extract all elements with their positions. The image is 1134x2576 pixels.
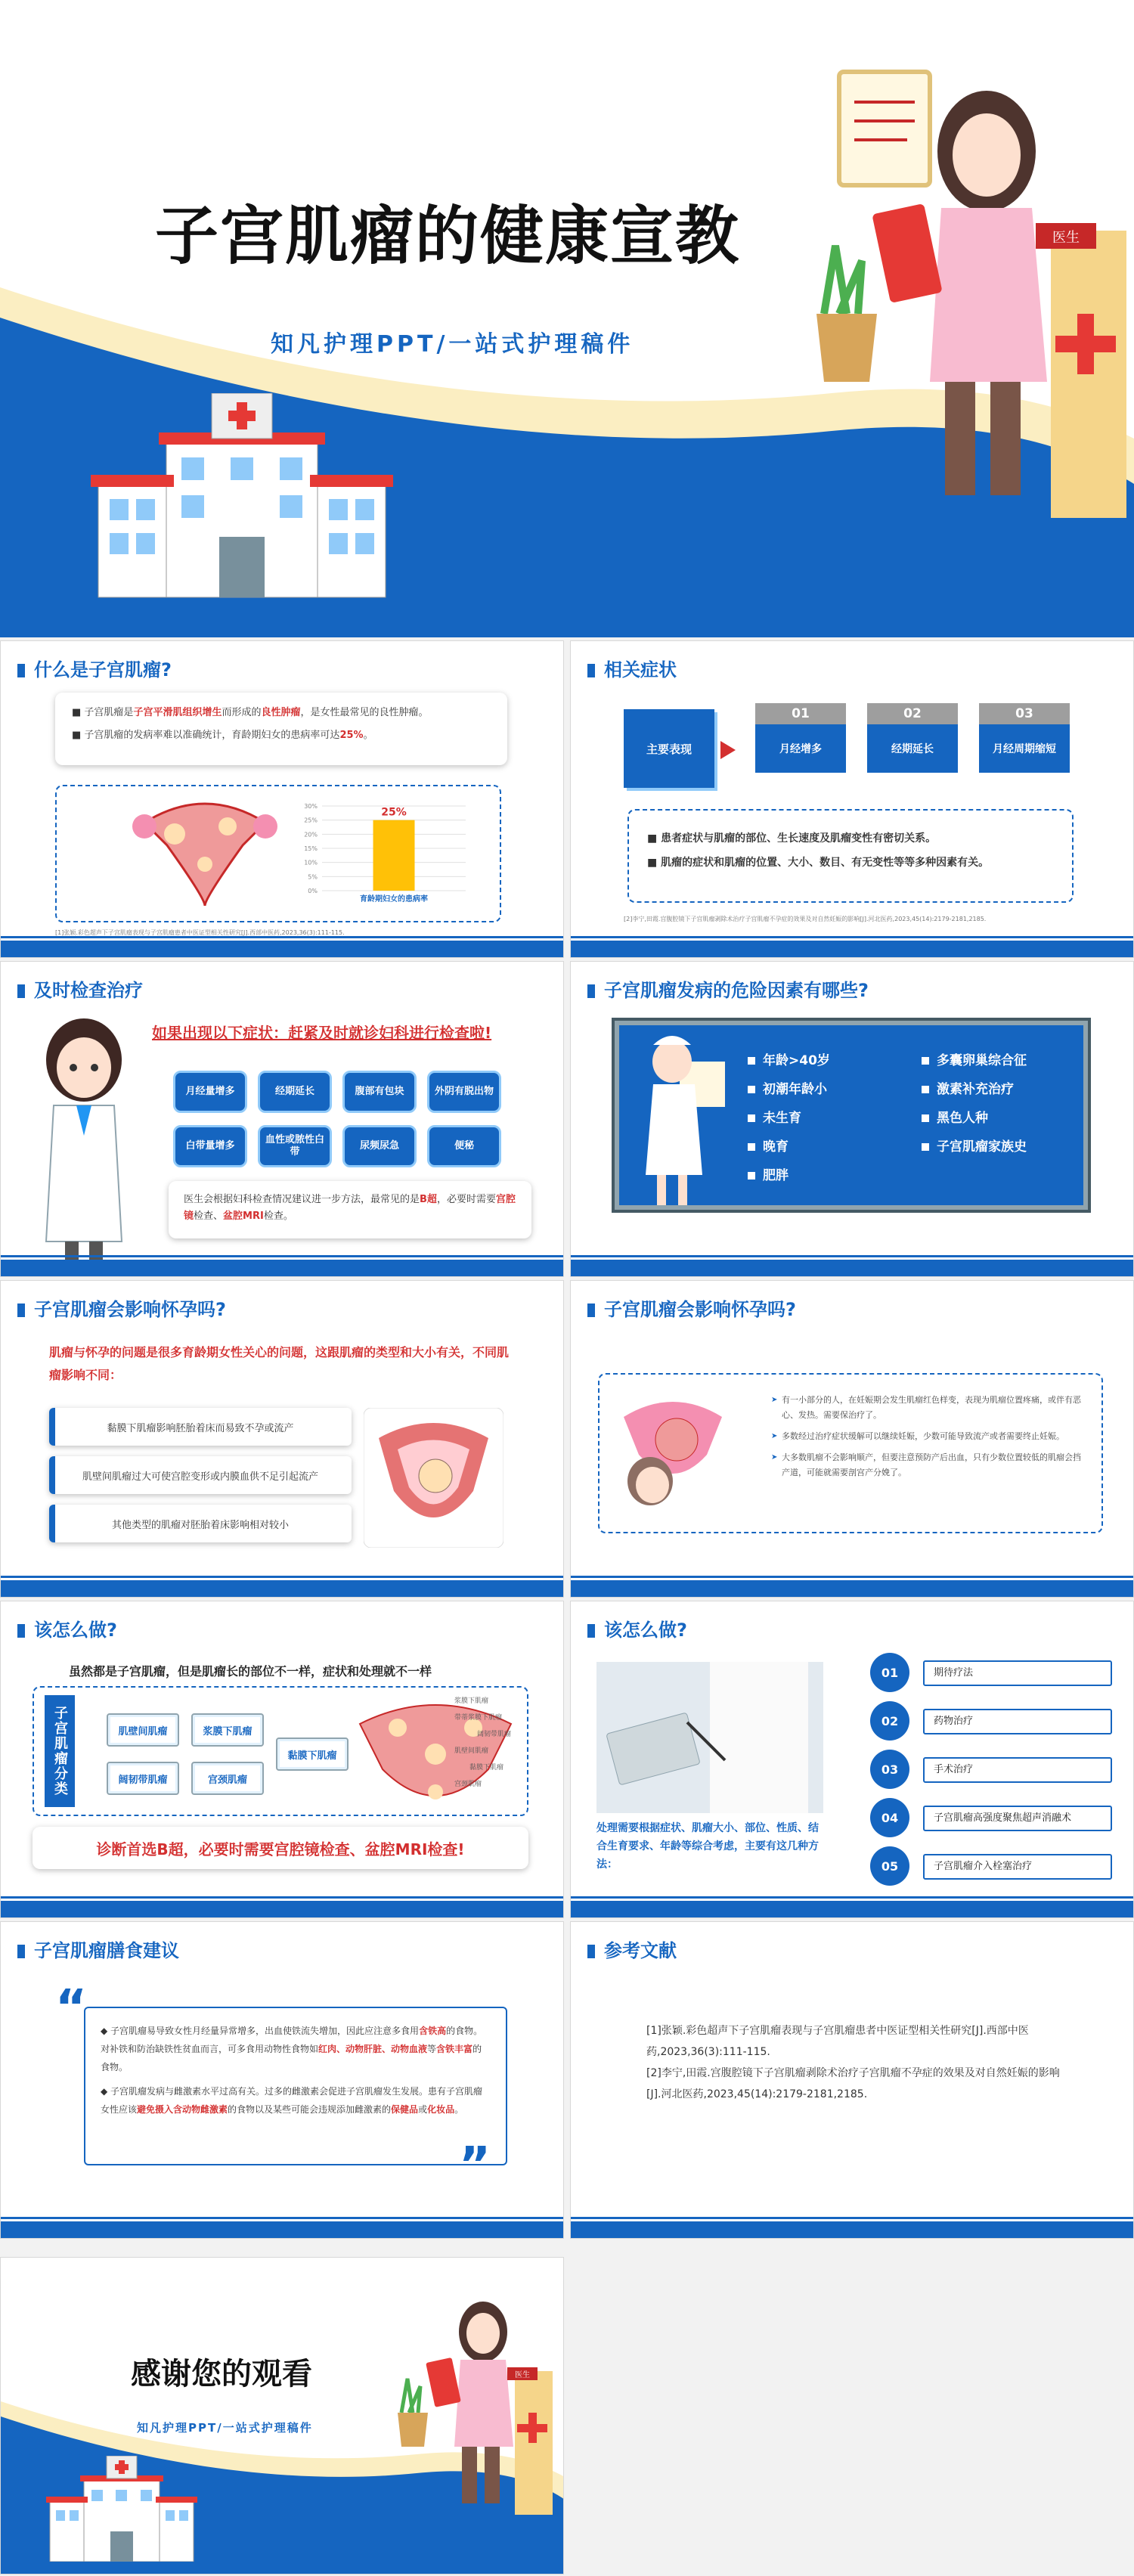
treatment-caption: 处理需要根据症状、肌瘤大小、部位、性质、结合生育要求、年龄等综合考虑，主要有这几种方法： (596, 1822, 819, 1871)
slide-footer-bar (571, 941, 1133, 957)
effect-row (49, 1505, 352, 1542)
estrogen-advice: ◆ 子宫肌瘤发病与雌激素水平过高有关。过多的雌激素会促进子宫肌瘤发生发展。患有子宫肌瘤女性应该避免摄入含动物雌激素的食物以及某些可能会违规添加雌激素的保健品或化妆品。 (101, 2086, 483, 2115)
symptom-badge: 月经量增多 (173, 1071, 247, 1113)
treatment-item: 期待疗法 (923, 1660, 1112, 1686)
data-label: 25% (381, 806, 407, 819)
y-tick-label: 30% (304, 803, 318, 810)
bullet-icon (922, 1086, 929, 1093)
symptom-badge: 尿频尿急 (342, 1125, 417, 1167)
y-tick-label: 10% (304, 859, 318, 866)
bullet-icon: ➤ (771, 1432, 778, 1440)
reference-item: [1]张颖.彩色超声下子宫肌瘤表现与子宫肌瘤患者中医证型相关性研究[J].西部中医药,2023,36(3):111-115. (646, 2025, 1029, 2058)
effect-row (49, 1408, 352, 1446)
slide-footer-bar (1, 1580, 563, 1597)
symptom-badge: 外阴有脱出物 (427, 1071, 501, 1113)
woman-uterus-illustration (616, 1387, 730, 1523)
slide-pregnancy-2 (570, 1280, 1134, 1598)
cover-title: 子宫肌瘤的健康宣教 (155, 199, 741, 273)
source-note: [1]张颖.彩色超声下子宫肌瘤表现与子宫肌瘤患者中医证型相关性研究[J].西部中医药,2023,36(3):111-115. (55, 929, 345, 936)
slide-footer-bar (1, 1260, 563, 1276)
risk-item: 激素补充治疗 (922, 1075, 1027, 1104)
slide-title: 什么是子宫肌瘤? (17, 655, 172, 681)
exam-note: 医生会根据妇科检查情况建议进一步方法，最常见的是B超，必要时需要宫腔镜检查、盆腔MRI检查。 (169, 1181, 531, 1238)
hospital-building-icon (83, 393, 401, 605)
slide-title: 子宫肌瘤发病的危险因素有哪些? (587, 975, 869, 1002)
y-tick-label: 15% (304, 845, 318, 852)
cover-subtitle: 知凡护理PPT/一站式护理稿件 (271, 331, 634, 358)
slide-check (0, 961, 564, 1277)
risk-item: 黑色人种 (922, 1104, 1027, 1133)
treatment-item: 药物治疗 (923, 1709, 1112, 1734)
treatment-item: 手术治疗 (923, 1757, 1112, 1783)
uterus-embryo-illustration (364, 1408, 503, 1548)
fibroid-type-box: 阔韧带肌瘤 (107, 1762, 179, 1795)
risk-item: 多囊卵巢综合征 (922, 1046, 1027, 1075)
bullet-icon (748, 1114, 755, 1122)
nurse-illustration (642, 1031, 725, 1210)
slide-title: 该怎么做? (17, 1615, 117, 1641)
slide-footer-bar (571, 1260, 1133, 1276)
slide-footer-bar (571, 2221, 1133, 2238)
thanks-title: 感谢您的观看 (131, 2357, 312, 2392)
hospital-sign: 医生 (515, 2371, 530, 2379)
classification-label: 子宫肌瘤分类 (45, 1695, 75, 1807)
symptom-badge: 便秘 (427, 1125, 501, 1167)
slide-title: 及时检查治疗 (17, 975, 143, 1002)
symptom-badge: 经期延长 (258, 1071, 332, 1113)
fibroid-location-diagram (345, 1694, 526, 1807)
diagram-label: 带蒂浆膜下肌瘤 (454, 1714, 503, 1722)
effect-marker (49, 1456, 55, 1494)
definition-card (55, 693, 507, 765)
slide-what-to-do-2 (570, 1601, 1134, 1918)
effect-text: 黏膜下肌瘤影响胚胎着床而易致不孕或流产 (107, 1422, 294, 1434)
symptom-card: 月经周期缩短 (979, 724, 1070, 773)
y-tick-label: 5% (308, 873, 318, 881)
diagnosis-banner (33, 1827, 528, 1869)
diagram-label: 阔韧带肌瘤 (477, 1731, 512, 1738)
bullet-icon (748, 1172, 755, 1180)
slide-risk (570, 961, 1134, 1277)
intro-text: 肌瘤与怀孕的问题是很多育龄期女性关心的问题，这跟肌瘤的类型和大小有关，不同肌瘤影响不同： (49, 1345, 510, 1382)
slide-title: 子宫肌瘤膳食建议 (17, 1936, 179, 1962)
hospital-sign: 医生 (1052, 230, 1080, 246)
diagram-label: 黏膜下肌瘤 (469, 1764, 504, 1772)
treatment-number: 05 (870, 1846, 909, 1886)
slide-references (570, 1921, 1134, 2239)
symptom-number-tab: 01 (755, 703, 846, 724)
alert-headline: 如果出现以下症状：赶紧及时就诊妇科进行检查啦! (152, 1024, 492, 1042)
symptom-notes (627, 809, 1074, 903)
thanks-slide (0, 2257, 564, 2574)
uterus-fibroid-illustration (129, 792, 280, 913)
risk-item: 初潮年龄小 (748, 1075, 830, 1104)
pregnancy-note: 有一小部分的人，在妊娠期会发生肌瘤红色样变，表现为肌瘤位置疼痛，或伴有恶心、发热。需要保治疗了。 ➤ (771, 1393, 1081, 1423)
definition-bullet: ■ 子宫肌瘤是子宫平滑肌组织增生而形成的良性肿瘤，是女性最常见的良性肿瘤。 (72, 707, 429, 718)
bullet-icon (922, 1114, 929, 1122)
risk-item: 晚育 (748, 1133, 830, 1161)
diagram-label: 宫颈肌瘤 (454, 1781, 482, 1788)
risk-list-left (748, 1046, 830, 1190)
slide-what-is (0, 640, 564, 958)
effect-text: 其他类型的肌瘤对胚胎着床影响相对较小 (111, 1519, 289, 1531)
bullet-icon (922, 1143, 929, 1151)
risk-panel (615, 1021, 1088, 1210)
slide-diet (0, 1921, 564, 2239)
doctor-illustration (809, 64, 1126, 518)
slide-title: 参考文献 (587, 1936, 677, 1962)
diet-card (84, 2007, 507, 2165)
fibroid-type-box: 肌壁间肌瘤 (107, 1713, 179, 1747)
risk-item: 年龄>40岁 (748, 1046, 830, 1075)
bullet-icon (748, 1057, 755, 1065)
nurse-illustration (31, 1015, 144, 1264)
bar (373, 820, 415, 891)
treatment-item: 子宫肌瘤介入栓塞治疗 (923, 1854, 1112, 1880)
effect-marker (49, 1408, 55, 1446)
symptom-number-tab: 02 (867, 703, 958, 724)
bullet-icon (748, 1143, 755, 1151)
source-note: [2]李宁,田霞.宫腹腔镜下子宫肌瘤剥除术治疗子宫肌瘤不孕症的效果及对自然妊娠的影响[J].河北医药,2023,45(14):2179-2181,2185. (624, 916, 987, 922)
symptom-badge: 血性或脓性白带 (258, 1125, 332, 1167)
thanks-subtitle: 知凡护理PPT/一站式护理稿件 (137, 2421, 313, 2435)
risk-item: 子宫肌瘤家族史 (922, 1133, 1027, 1161)
y-tick-label: 20% (304, 831, 318, 839)
effect-text: 肌壁间肌瘤过大可使宫腔变形或内膜血供不足引起流产 (82, 1471, 318, 1483)
main-symptom-box: 主要表现 (624, 709, 714, 788)
note-bullet: ■ 患者症状与肌瘤的部位、生长速度及肌瘤变性有密切关系。 (647, 832, 937, 845)
reference-list (646, 2020, 1070, 2105)
prevalence-bullet: ■ 子宫肌瘤的发病率难以准确统计，育龄期妇女的患病率可达25%。 (72, 730, 373, 741)
symptom-badge: 白带量增多 (173, 1125, 247, 1167)
treatment-item: 子宫肌瘤高强度聚焦超声消融术 (923, 1806, 1112, 1831)
slide-what-to-do-1 (0, 1601, 564, 1918)
symptom-card: 经期延长 (867, 724, 958, 773)
treatment-number: 02 (870, 1701, 909, 1741)
slide-footer-bar (1, 2221, 563, 2238)
y-tick-label: 0% (308, 888, 318, 894)
slide-title: 该怎么做? (587, 1615, 687, 1641)
risk-item: 肥胖 (748, 1161, 830, 1190)
slide-symptoms (570, 640, 1134, 958)
note-bullet: ■ 肌瘤的症状和肌瘤的位置、大小、数目、有无变性等等多种因素有关。 (647, 857, 990, 869)
treatment-number: 03 (870, 1750, 909, 1789)
slide-title: 相关症状 (587, 655, 677, 681)
cover-slide (0, 0, 1134, 637)
doctor-illustration (394, 2288, 553, 2515)
diagnosis-text: 诊断首选B超，必要时需要宫腔镜检查、盆腔MRI检查! (96, 1840, 465, 1858)
symptom-card: 月经增多 (755, 724, 846, 773)
intro-text: 虽然都是子宫肌瘤，但是肌瘤长的部位不一样，症状和处理就不一样 (69, 1664, 432, 1679)
y-tick-label: 25% (304, 817, 318, 824)
bullet-icon: ➤ (771, 1453, 778, 1462)
slide-footer-bar (1, 941, 563, 957)
effect-marker (49, 1505, 55, 1542)
arrow-icon (720, 741, 736, 759)
fibroid-type-box: 黏膜下肌瘤 (276, 1737, 349, 1771)
pregnancy-notes (771, 1393, 1081, 1486)
diagram-label: 浆膜下肌瘤 (454, 1697, 489, 1705)
doctor-writing-photo (596, 1662, 823, 1813)
bullet-icon (748, 1086, 755, 1093)
category-label: 育龄期妇女的患病率 (360, 895, 428, 904)
bullet-icon: ➤ (771, 1396, 778, 1404)
diagram-label: 肌壁间肌瘤 (454, 1747, 489, 1755)
close-quote-icon: ” (459, 2137, 491, 2193)
treatment-number: 01 (870, 1653, 909, 1692)
risk-list-right (922, 1046, 1027, 1161)
slide-footer-bar (1, 1901, 563, 1917)
slide-footer-bar (571, 1901, 1133, 1917)
slide-footer-bar (571, 1580, 1133, 1597)
hospital-building-icon (42, 2456, 201, 2562)
bullet-icon (922, 1057, 929, 1065)
reference-item: [2]李宁,田霞.宫腹腔镜下子宫肌瘤剥除术治疗子宫肌瘤不孕症的效果及对自然妊娠的影响[J].河北医药,2023,45(14):2179-2181,2185. (646, 2067, 1060, 2100)
slide-title: 子宫肌瘤会影响怀孕吗? (587, 1294, 796, 1321)
prevalence-chart (292, 792, 481, 913)
fibroid-type-box: 浆膜下肌瘤 (191, 1713, 264, 1747)
risk-item: 未生育 (748, 1104, 830, 1133)
pregnancy-note: 多数经过治疗症状缓解可以继续妊娠，少数可能导致流产或者需要终止妊娠。 ➤ (771, 1429, 1081, 1444)
pregnancy-note: 大多数肌瘤不会影响顺产，但要注意预防产后出血，只有少数位置较低的肌瘤会挡产道，可能就需要剖宫产分娩了。 ➤ (771, 1450, 1081, 1480)
slide-title: 子宫肌瘤会影响怀孕吗? (17, 1294, 226, 1321)
effect-row (49, 1456, 352, 1494)
open-quote-icon: “ (55, 1980, 88, 2036)
fibroid-type-box: 宫颈肌瘤 (191, 1762, 264, 1795)
symptom-badge: 腹部有包块 (342, 1071, 417, 1113)
symptom-number-tab: 03 (979, 703, 1070, 724)
slide-pregnancy-1 (0, 1280, 564, 1598)
treatment-number: 04 (870, 1798, 909, 1837)
iron-advice: ◆ 子宫肌瘤易导致女性月经量异常增多，出血使铁流失增加，因此应注意多食用含铁高的食物。对补铁和防治缺铁性贫血而言，可多食用动物性食物如红肉、动物肝脏、动物血液等含铁丰富的食物。 (101, 2026, 483, 2072)
